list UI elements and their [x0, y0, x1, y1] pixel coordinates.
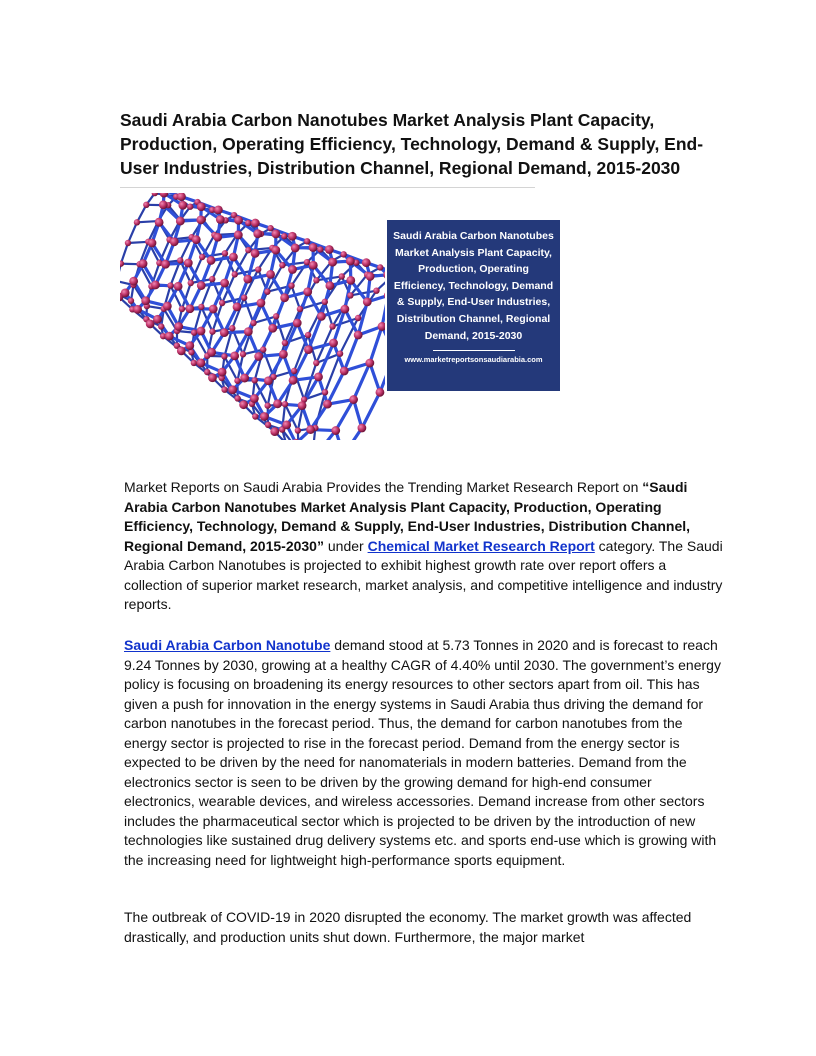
- nanotube-atom: [187, 204, 193, 210]
- nanotube-atom: [197, 202, 206, 211]
- nanotube-atom: [306, 425, 315, 434]
- nanotube-atom: [163, 302, 172, 311]
- nanotube-atom: [151, 281, 160, 290]
- nanotube-atom: [239, 400, 248, 409]
- nanotube-atom: [280, 293, 289, 302]
- nanotube-atom: [264, 402, 270, 408]
- nanotube-atom: [357, 424, 366, 433]
- nanotube-atom: [346, 257, 355, 266]
- nanotube-atom: [213, 233, 222, 242]
- nanotube-atom: [158, 323, 164, 329]
- nanotube-atom: [339, 273, 345, 279]
- nanotube-bond: [327, 371, 344, 404]
- nanotube-atom: [174, 282, 183, 291]
- nanotube-bond: [380, 354, 385, 393]
- nanotube-atom: [243, 275, 252, 284]
- intro-text: Market Reports on Saudi Arabia Provides the Trending Market Research Report on: [124, 479, 643, 495]
- nanotube-atom: [228, 385, 237, 394]
- nanotube-atom: [346, 276, 355, 285]
- nanotube-atom: [347, 292, 353, 298]
- nanotube-atom: [309, 243, 318, 252]
- nanotube-atom: [304, 345, 313, 354]
- nanotube-atom: [234, 216, 243, 225]
- nanotube-atom: [365, 359, 374, 368]
- nanotube-bond: [354, 400, 362, 428]
- nanotube-atom: [282, 401, 288, 407]
- nanotube-bond: [128, 222, 137, 243]
- nanotube-atom: [207, 348, 216, 357]
- nanotube-atom: [340, 367, 349, 376]
- demand-paragraph: [124, 636, 724, 870]
- nanotube-atom: [304, 238, 310, 244]
- nanotube-atom: [188, 349, 194, 355]
- nanotube-bond: [362, 392, 380, 428]
- nanotube-atom: [252, 413, 258, 419]
- nanotube-atom: [185, 341, 194, 350]
- nanotube-atom: [153, 315, 162, 324]
- nanotube-atom: [314, 373, 323, 382]
- nanotube-atom: [222, 250, 228, 256]
- nanotube-atom: [251, 249, 260, 258]
- nanotube-atom: [128, 298, 134, 304]
- cover-url: www.marketreportsonsaudiarabia.com: [404, 355, 543, 365]
- report-cover-image: [387, 220, 560, 391]
- nanotube-atom: [340, 251, 346, 257]
- nanotube-atom: [251, 219, 260, 228]
- nanotube-atom: [240, 374, 249, 383]
- nanotube-atom: [303, 287, 312, 296]
- nanotube-atom: [266, 270, 275, 279]
- nanotube-atom: [229, 325, 235, 331]
- nanotube-atom: [234, 378, 240, 384]
- nanotube-atom: [271, 230, 280, 239]
- nanotube-atom: [325, 281, 334, 290]
- nanotube-atom: [271, 246, 280, 255]
- nanotube-atom: [384, 291, 385, 300]
- nanotube-atom: [313, 277, 319, 283]
- nanotube-atom: [208, 373, 217, 382]
- nanotube-atom: [250, 320, 256, 326]
- nanotube-atom: [354, 331, 363, 340]
- nanotube-atom: [305, 332, 311, 338]
- nanotube-atom: [288, 232, 297, 241]
- nanotube-atom: [355, 315, 361, 321]
- nanotube-atom: [291, 244, 300, 253]
- nanotube-atom: [234, 231, 243, 240]
- nanotube-atom: [340, 305, 349, 314]
- nanotube-atom: [209, 276, 215, 282]
- nanotube-atom: [317, 246, 323, 252]
- nanotube-atom: [174, 322, 183, 331]
- nanotube-atom: [282, 420, 291, 429]
- nanotube-bond: [319, 343, 334, 377]
- nanotube-atom: [270, 427, 279, 436]
- covid-paragraph: [124, 908, 724, 947]
- nanotube-atom: [322, 389, 328, 395]
- nanotube-atom: [167, 282, 173, 288]
- nanotube-atom: [197, 281, 206, 290]
- nanotube-atom: [254, 352, 263, 361]
- nanotube-atom: [260, 412, 269, 421]
- nanotube-bond: [121, 243, 128, 264]
- nanotube-atom: [273, 399, 282, 408]
- nanotube-atom: [376, 388, 385, 397]
- nanotube-atom: [216, 215, 225, 224]
- nanotube-atom: [363, 297, 372, 306]
- carbon-nanotube-image: [120, 193, 385, 440]
- nanotube-bond: [292, 286, 300, 309]
- nanotube-bond: [248, 303, 261, 332]
- nanotube-atom: [264, 376, 273, 385]
- nanotube-atom: [207, 256, 216, 265]
- nanotube-atom: [125, 240, 131, 246]
- nanotube-atom: [245, 220, 251, 226]
- covid-text: The outbreak of COVID-19 in 2020 disrupted the economy. The market growth was affected drastically, and production units shut down. Furthermore, the major market: [124, 909, 692, 945]
- nanotube-atom: [264, 289, 270, 295]
- nanotube-atom: [214, 205, 223, 214]
- nanotube-atom: [232, 271, 238, 277]
- nanotube-atom: [378, 322, 385, 331]
- nanotube-atom: [192, 235, 201, 244]
- nanotube-atom: [279, 262, 285, 268]
- nanotube-atom: [199, 254, 205, 260]
- nanotube-atom: [221, 353, 227, 359]
- under-text: under: [323, 537, 368, 554]
- nanotube-atom: [298, 401, 307, 410]
- nanotube-atom: [120, 260, 124, 266]
- nanotube-bond: [370, 363, 380, 392]
- nanotube-atom: [177, 193, 186, 201]
- nanotube-bond: [370, 326, 382, 363]
- nanotube-atom: [323, 400, 332, 409]
- nanotube-atom: [288, 282, 294, 288]
- nanotube-atom: [176, 217, 185, 226]
- nanotube-atom: [155, 218, 164, 227]
- nanotube-atom: [295, 427, 301, 433]
- nanotube-atom: [197, 327, 206, 336]
- nanotube-atom: [240, 351, 246, 357]
- nanotube-atom: [221, 387, 227, 393]
- nanotube-atom: [146, 320, 155, 329]
- nanotube-atom: [177, 346, 186, 355]
- nanotube-atom: [148, 239, 157, 248]
- nanotube-atom: [322, 299, 328, 305]
- nanotube-atom: [291, 368, 297, 374]
- nanotube-atom: [133, 305, 142, 314]
- nanotube-atom: [288, 265, 297, 274]
- carbon-nanotube-link[interactable]: Saudi Arabia Carbon Nanotube: [124, 637, 331, 653]
- nanotube-atom: [233, 303, 242, 312]
- nanotube-atom: [161, 260, 170, 269]
- nanotube-atom: [253, 229, 262, 238]
- nanotube-atom: [329, 323, 335, 329]
- nanotube-atom: [209, 305, 218, 314]
- nanotube-atom: [349, 395, 358, 404]
- nanotube-atom: [297, 306, 303, 312]
- nanotube-atom: [143, 202, 149, 208]
- nanotube-atom: [165, 332, 174, 341]
- nanotube-atom: [325, 245, 334, 254]
- nanotube-atom: [177, 257, 183, 263]
- nanotube-atom: [255, 266, 261, 272]
- nanotube-atom: [197, 359, 206, 368]
- nanotube-atom: [313, 360, 319, 366]
- nanotube-atom: [121, 288, 130, 297]
- nanotube-atom: [377, 264, 383, 270]
- nanotube-atom: [293, 319, 302, 328]
- demand-text: demand stood at 5.73 Tonnes in 2020 and is forecast to reach 9.24 Tonnes by 2030, growing at a healthy CAGR of 4.40% until 2030. The government’s energy policy is focusing on broadening its energy resources to other sectors apart from oil. This has given a push for innovation in the energy systems in Saudi Arabia thus driving the demand for carbon nanotubes in the forecast period. Thus, the demand for carbon nanotubes from the energy sector is projected to rise in the forecast period. Demand from the energy sector is expected to be driven by the need for nanomaterials in modern batteries. Demand from the electronics sector is seen to be driven by the growing demand for high-end consumer electronics, wearable devices, and wireless accessories. Demand increase from other sectors includes the pharmaceutical sector which is projected to be driven by the introduction of new technologies like sustained drug delivery systems etc. and sports end-use which is growing with the increasing need for lightweight high-performance sports equipment.: [124, 637, 721, 868]
- nanotube-atom: [186, 304, 195, 313]
- chemical-market-report-link[interactable]: Chemical Market Research Report: [367, 537, 595, 554]
- nanotube-bond: [382, 295, 385, 326]
- nanotube-atom: [362, 258, 371, 267]
- nanotube-atom: [366, 272, 375, 281]
- nanotube-bond: [259, 328, 273, 356]
- cover-title: Saudi Arabia Carbon Nanotubes Market Analysis Plant Capacity, Production, Operating Efficiency, Technology, Demand & Supply, End-User Industries, Distribution Channel, Regional Demand, 2015-2030: [393, 230, 554, 342]
- nanotube-atom: [141, 296, 150, 305]
- nanotube-atom: [273, 313, 279, 319]
- intro-paragraph: [124, 478, 724, 615]
- nanotube-atom: [241, 295, 247, 301]
- nanotube-atom: [267, 225, 273, 231]
- nanotube-atom: [229, 253, 238, 262]
- nanotube-atom: [268, 324, 277, 333]
- nanotube-atom: [191, 329, 197, 335]
- nanotube-atom: [219, 300, 225, 306]
- nanotube-atom: [244, 327, 253, 336]
- nanotube-atom: [373, 287, 379, 293]
- nanotube-atom: [260, 346, 266, 352]
- nanotube-atom: [245, 247, 251, 253]
- nanotube-atom: [178, 201, 187, 210]
- nanotube-atom: [220, 279, 229, 288]
- nanotube-atom: [134, 219, 140, 225]
- nanotube-atom: [250, 394, 259, 403]
- nanotube-atom: [281, 233, 287, 239]
- intro-rest-text: category. The Saudi Arabia Carbon Nanotubes is projected to exhibit highest growth rate over report offers a collection of superior market research, market analysis, and competitive intelligence and industry reports.: [124, 537, 723, 612]
- nanotube-atom: [188, 280, 194, 286]
- nanotube-atom: [191, 360, 197, 366]
- nanotube-atom: [230, 351, 239, 360]
- page-title: Saudi Arabia Carbon Nanotubes Market Analysis Plant Capacity, Production, Operating Efficiency, Technology, Demand & Supply, End-User Industries, Distribution Channel, Regional Demand, 2015-2030: [120, 109, 704, 178]
- nanotube-atom: [337, 350, 343, 356]
- nanotube-atom: [209, 328, 215, 334]
- cover-divider: [433, 350, 515, 351]
- nanotube-atom: [204, 369, 210, 375]
- nanotube-atom: [289, 376, 298, 385]
- nanotube-atom: [196, 216, 205, 225]
- report-title-bold: “Saudi Arabia Carbon Nanotubes Market Analysis Plant Capacity, Production, Operating Efficiency, Technology, Demand & Supply, End-User Industries, Distribution Channel, Regional Demand, 2015-2030”: [124, 479, 691, 554]
- nanotube-atom: [252, 377, 258, 383]
- nanotube-atom: [234, 395, 240, 401]
- nanotube-atom: [282, 340, 288, 346]
- nanotube-bond: [336, 400, 354, 431]
- nanotube-atom: [220, 328, 229, 337]
- nanotube-atom: [184, 259, 193, 268]
- nanotube-atom: [328, 258, 337, 267]
- nanotube-atom: [159, 200, 168, 209]
- nanotube-atom: [265, 422, 271, 428]
- nanotube-atom: [331, 426, 340, 435]
- title-divider: [120, 187, 535, 188]
- nanotube-atom: [279, 350, 288, 359]
- nanotube-atom: [139, 259, 148, 268]
- nanotube-atom: [317, 312, 326, 321]
- nanotube-atom: [309, 261, 318, 270]
- nanotube-atom: [329, 339, 338, 348]
- nanotube-atom: [257, 299, 266, 308]
- nanotube-atom: [170, 237, 179, 246]
- nanotube-atom: [218, 368, 227, 377]
- nanotube-atom: [129, 277, 138, 286]
- nanotube-atom: [198, 304, 204, 310]
- nanotube-atom: [179, 306, 185, 312]
